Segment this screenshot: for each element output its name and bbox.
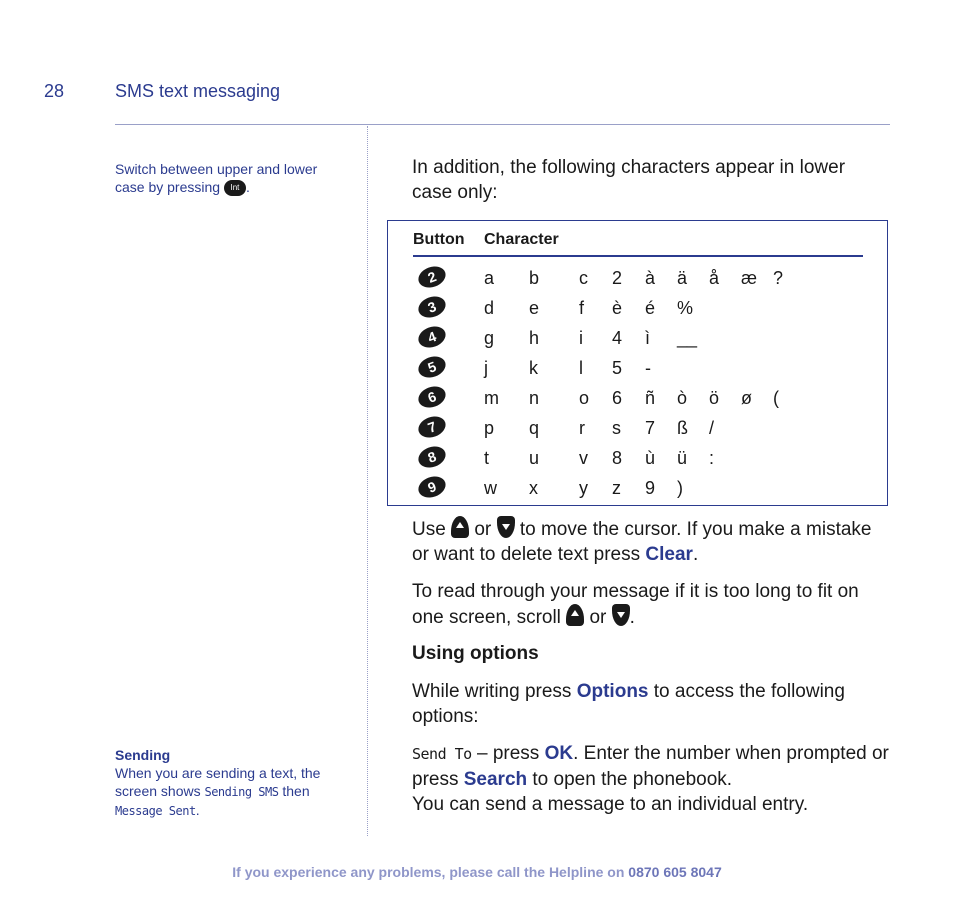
scroll-or: or: [589, 607, 607, 628]
keypad-3-icon: 3: [415, 293, 448, 321]
character-cell: ù: [645, 448, 656, 468]
intro-paragraph: In addition, the following characters appear in lower case only:: [412, 157, 846, 203]
sending-title: Sending: [115, 747, 171, 763]
keypad-2-icon: 2: [415, 263, 448, 291]
options-keyword: Options: [576, 681, 649, 702]
send-text-1: – press: [477, 743, 540, 764]
footer-text: If you experience any problems, please call the Helpline on: [232, 864, 625, 880]
footer-helpline: [0, 864, 954, 880]
character-cell: l: [579, 358, 583, 378]
character-cell: é: [645, 298, 656, 318]
keypad-8-icon: 8: [415, 443, 448, 471]
table-row: [388, 323, 887, 353]
character-cell: 5: [612, 358, 623, 378]
character-cell: s: [612, 418, 621, 438]
table-row: [388, 413, 887, 443]
sending-note: [115, 746, 350, 820]
character-cell: ö: [709, 388, 720, 408]
character-cell: æ: [741, 268, 758, 288]
character-cell: j: [484, 358, 488, 378]
character-cell: h: [529, 328, 540, 348]
character-cell: ): [677, 478, 683, 498]
header-rule: [115, 124, 890, 125]
character-cell: è: [612, 298, 623, 318]
send-text-3: to open the phonebook.: [532, 769, 733, 790]
character-cell: ü: [677, 448, 688, 468]
character-cell: 7: [645, 418, 656, 438]
character-cell: g: [484, 328, 495, 348]
character-cell: ß: [677, 418, 688, 438]
character-cell: w: [484, 478, 497, 498]
scroll-paragraph: [412, 579, 890, 630]
character-cell: f: [579, 298, 585, 318]
character-cell: ò: [677, 388, 688, 408]
character-cell: /: [709, 418, 715, 438]
send-text-4: You can send a message to an individual entry.: [412, 794, 809, 815]
helpline-number: 0870 605 8047: [628, 864, 722, 880]
keypad-7-icon: 7: [415, 413, 448, 441]
character-cell: (: [773, 388, 779, 408]
character-cell: z: [612, 478, 621, 498]
section-title: SMS text messaging: [115, 81, 281, 101]
using-options-heading: Using options: [412, 643, 539, 664]
character-cell: ?: [773, 268, 784, 288]
character-cell: t: [484, 448, 490, 468]
scroll-down-icon: [612, 604, 630, 626]
options-text-1: While writing press: [412, 681, 572, 702]
character-cell: o: [579, 388, 590, 408]
search-keyword: Search: [463, 769, 528, 790]
character-cell: ä: [677, 268, 688, 288]
cursor-paragraph: [412, 516, 890, 567]
tip-text: Switch between upper and lower case by pressing: [115, 161, 318, 195]
character-table: [387, 220, 888, 506]
column-divider: [367, 126, 368, 836]
character-cell: p: [484, 418, 495, 438]
character-cell: c: [579, 268, 588, 288]
character-cell: i: [579, 328, 583, 348]
scroll-text: To read through your message if it is too long to fit on one screen, scroll: [412, 581, 859, 628]
cursor-or: or: [474, 519, 492, 540]
character-cell: k: [529, 358, 538, 378]
character-cell: 6: [612, 388, 623, 408]
case-switch-tip: [115, 160, 350, 196]
nav-up-icon: [451, 516, 469, 538]
tip-end: .: [245, 179, 250, 195]
table-row: [388, 353, 887, 383]
character-cell: d: [484, 298, 495, 318]
character-cell: y: [579, 478, 588, 498]
character-cell: 9: [645, 478, 656, 498]
table-row: [388, 263, 887, 293]
table-row: [388, 293, 887, 323]
header-character: Character: [484, 231, 559, 248]
table-row: [388, 383, 887, 413]
keypad-9-icon: 9: [415, 473, 448, 501]
sending-end: .: [195, 802, 200, 818]
nav-down-icon: [497, 516, 515, 538]
lcd-message-sent: Message Sent: [115, 804, 196, 818]
header-button: Button: [413, 231, 465, 248]
sending-text-1: When you are sending a text, the screen shows: [115, 765, 321, 799]
options-text-2: to access the following options:: [412, 681, 845, 727]
cursor-text-2: to move the cursor. If you make a mistake or want to delete text press: [412, 519, 872, 565]
page-number: 28: [44, 81, 65, 101]
header-rule-table: [413, 255, 863, 257]
send-text-2: . Enter the number when prompted or press: [412, 743, 889, 790]
character-cell: r: [579, 418, 585, 438]
int-button-icon: Int: [224, 180, 246, 196]
character-cell: à: [645, 268, 656, 288]
scroll-period: .: [629, 607, 635, 628]
character-cell: ì: [645, 328, 651, 348]
table-row: [388, 473, 887, 503]
character-cell: 2: [612, 268, 623, 288]
character-cell: a: [484, 268, 495, 288]
character-cell: ø: [741, 388, 752, 408]
lcd-sending-sms: Sending SMS: [204, 785, 279, 799]
character-cell: å: [709, 268, 720, 288]
keypad-6-icon: 6: [415, 383, 448, 411]
character-cell: q: [529, 418, 540, 438]
clear-keyword: Clear: [645, 544, 693, 565]
character-cell: ñ: [645, 388, 656, 408]
table-row: [388, 443, 887, 473]
character-cell: %: [677, 298, 694, 318]
character-cell: -: [645, 358, 651, 378]
character-cell: b: [529, 268, 540, 288]
character-cell: m: [484, 388, 499, 408]
keypad-5-icon: 5: [415, 353, 448, 381]
character-cell: x: [529, 478, 538, 498]
options-paragraph: [412, 679, 890, 729]
character-cell: u: [529, 448, 540, 468]
sending-text-2: then: [282, 783, 310, 799]
ok-keyword: OK: [544, 743, 574, 764]
scroll-up-icon: [566, 604, 584, 626]
character-cell: e: [529, 298, 540, 318]
character-cell: 8: [612, 448, 623, 468]
lcd-send-to: Send To: [412, 745, 472, 763]
cursor-period: .: [692, 544, 699, 565]
cursor-text-1: Use: [412, 519, 446, 540]
character-cell: 4: [612, 328, 623, 348]
character-cell: n: [529, 388, 540, 408]
send-to-paragraph: [412, 741, 890, 817]
keypad-4-icon: 4: [415, 323, 448, 351]
character-cell: v: [579, 448, 588, 468]
character-cell: :: [709, 448, 715, 468]
character-cell: __: [677, 328, 698, 348]
